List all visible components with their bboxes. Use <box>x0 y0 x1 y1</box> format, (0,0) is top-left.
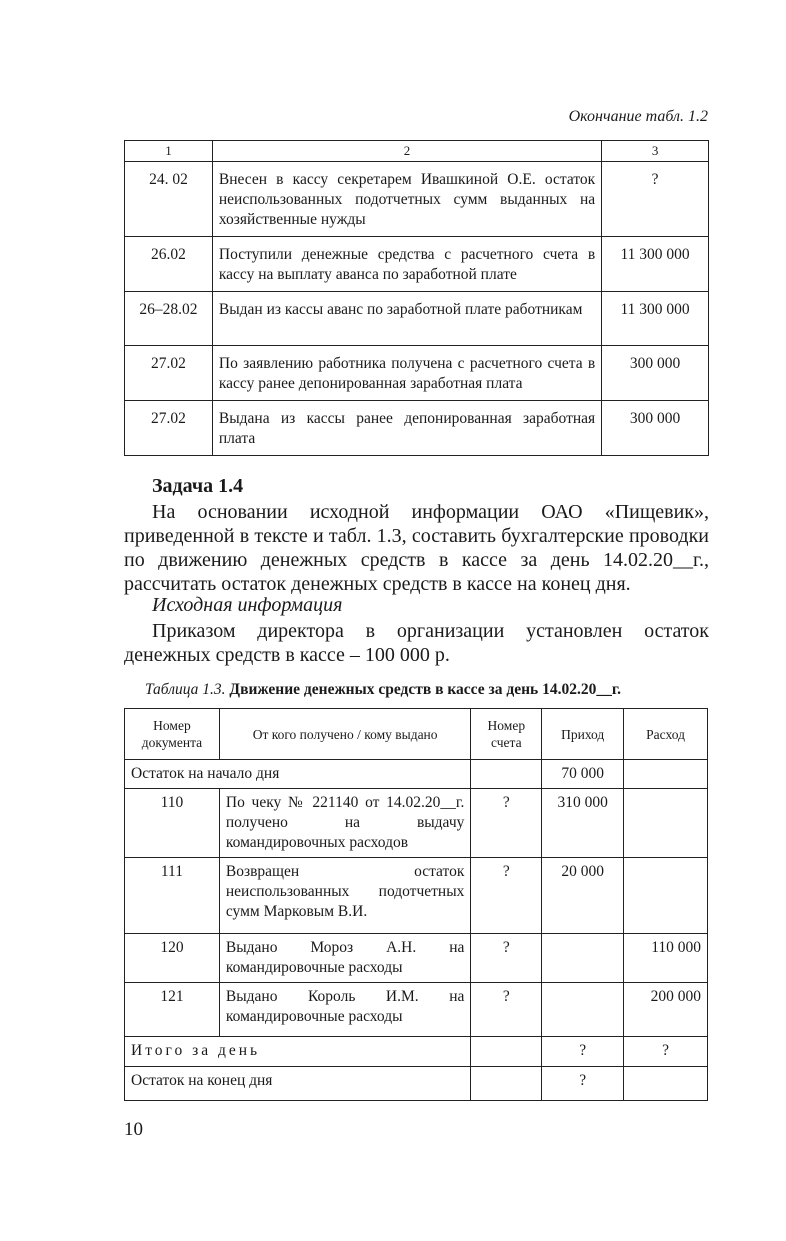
header-col-2: 2 <box>212 141 601 162</box>
row-date: 27.02 <box>125 346 213 401</box>
table-header-row <box>125 141 709 162</box>
row-amount: 11 300 000 <box>602 292 709 346</box>
task-title: Задача 1.4 <box>152 475 244 497</box>
row-party: Возвращен остаток неиспользованных подотчетных сумм Марковым В.И. <box>219 858 471 934</box>
opening-expense <box>624 760 708 789</box>
table-row <box>125 346 709 401</box>
header-doc-number: Номер документа <box>125 709 220 760</box>
caption-title: Движение денежных средств в кассе за день 14.02.20__г. <box>229 681 621 698</box>
table-row <box>125 292 709 346</box>
row-expense: 110 000 <box>624 934 708 983</box>
row-date: 24. 02 <box>125 162 213 237</box>
page-number: 10 <box>124 1119 143 1140</box>
row-text: Выдан из кассы аванс по заработной плате работникам <box>212 292 601 346</box>
row-date: 26–28.02 <box>125 292 213 346</box>
header-party: От кого получено / кому выдано <box>219 709 471 760</box>
opening-balance-row <box>125 760 708 789</box>
row-income: 310 000 <box>542 789 624 858</box>
row-expense: 200 000 <box>624 983 708 1037</box>
caption-label: Таблица 1.3. <box>145 681 226 698</box>
header-income: Приход <box>542 709 624 760</box>
source-info-heading: Исходная информация <box>152 594 343 616</box>
row-date: 26.02 <box>125 237 213 292</box>
row-expense <box>624 858 708 934</box>
table-header-row <box>125 709 708 760</box>
total-income: ? <box>542 1037 624 1067</box>
table-row <box>125 237 709 292</box>
row-amount: 300 000 <box>602 401 709 456</box>
table-1-2 <box>124 140 709 456</box>
table-row <box>125 401 709 456</box>
row-income: 20 000 <box>542 858 624 934</box>
table-row <box>125 934 708 983</box>
opening-income: 70 000 <box>542 760 624 789</box>
row-income <box>542 934 624 983</box>
total-expense: ? <box>624 1037 708 1067</box>
task-text: На основании исходной информации ОАО «Пищевик», приведенной в тексте и табл. 1.3, составить бухгалтерские проводки по движению денежных средств в кассе за день 14.02.20__г., рассчитать остаток денежных средств в кассе на конец дня. <box>124 501 709 595</box>
header-expense: Расход <box>624 709 708 760</box>
row-text: Выдана из кассы ранее депонированная заработная плата <box>212 401 601 456</box>
row-amount: ? <box>602 162 709 237</box>
row-doc: 120 <box>125 934 220 983</box>
row-doc: 111 <box>125 858 220 934</box>
row-doc: 121 <box>125 983 220 1037</box>
row-text: По заявлению работника получена с расчетного счета в кассу ранее депонированная заработная плата <box>212 346 601 401</box>
total-account <box>471 1037 542 1067</box>
header-col-1: 1 <box>125 141 213 162</box>
table-1-3 <box>124 708 708 1101</box>
continuation-label: Окончание табл. 1.2 <box>568 108 708 125</box>
table-row <box>125 162 709 237</box>
row-text: Поступили денежные средства с расчетного счета в кассу на выплату аванса по заработной плате <box>212 237 601 292</box>
row-text: Внесен в кассу секретарем Ивашкиной О.Е. остаток неиспользованных подотчетных сумм выданных на хозяйственные нужды <box>212 162 601 237</box>
row-account: ? <box>471 858 542 934</box>
closing-account <box>471 1067 542 1101</box>
row-income <box>542 983 624 1037</box>
table-caption <box>145 681 621 699</box>
row-date: 27.02 <box>125 401 213 456</box>
row-party: Выдано Король И.М. на командировочные расходы <box>219 983 471 1037</box>
row-account: ? <box>471 983 542 1037</box>
row-party: Выдано Мороз А.Н. на командировочные расходы <box>219 934 471 983</box>
row-amount: 11 300 000 <box>602 237 709 292</box>
table-row <box>125 983 708 1037</box>
opening-label: Остаток на начало дня <box>125 760 471 789</box>
closing-balance-row <box>125 1067 708 1101</box>
row-party: По чеку № 221140 от 14.02.20__г. получено на выдачу командировочных расходов <box>219 789 471 858</box>
source-info-paragraph: Приказом директора в организации установлен остаток денежных средств в кассе – 100 000 р. <box>124 620 709 666</box>
total-row <box>125 1037 708 1067</box>
table-row <box>125 858 708 934</box>
opening-account <box>471 760 542 789</box>
total-label: Итого за день <box>125 1037 471 1067</box>
row-account: ? <box>471 934 542 983</box>
table-row <box>125 789 708 858</box>
row-expense <box>624 789 708 858</box>
row-account: ? <box>471 789 542 858</box>
row-amount: 300 000 <box>602 346 709 401</box>
row-doc: 110 <box>125 789 220 858</box>
header-account: Номер счета <box>471 709 542 760</box>
header-col-3: 3 <box>602 141 709 162</box>
closing-expense <box>624 1067 708 1101</box>
closing-income: ? <box>542 1067 624 1101</box>
closing-label: Остаток на конец дня <box>125 1067 471 1101</box>
